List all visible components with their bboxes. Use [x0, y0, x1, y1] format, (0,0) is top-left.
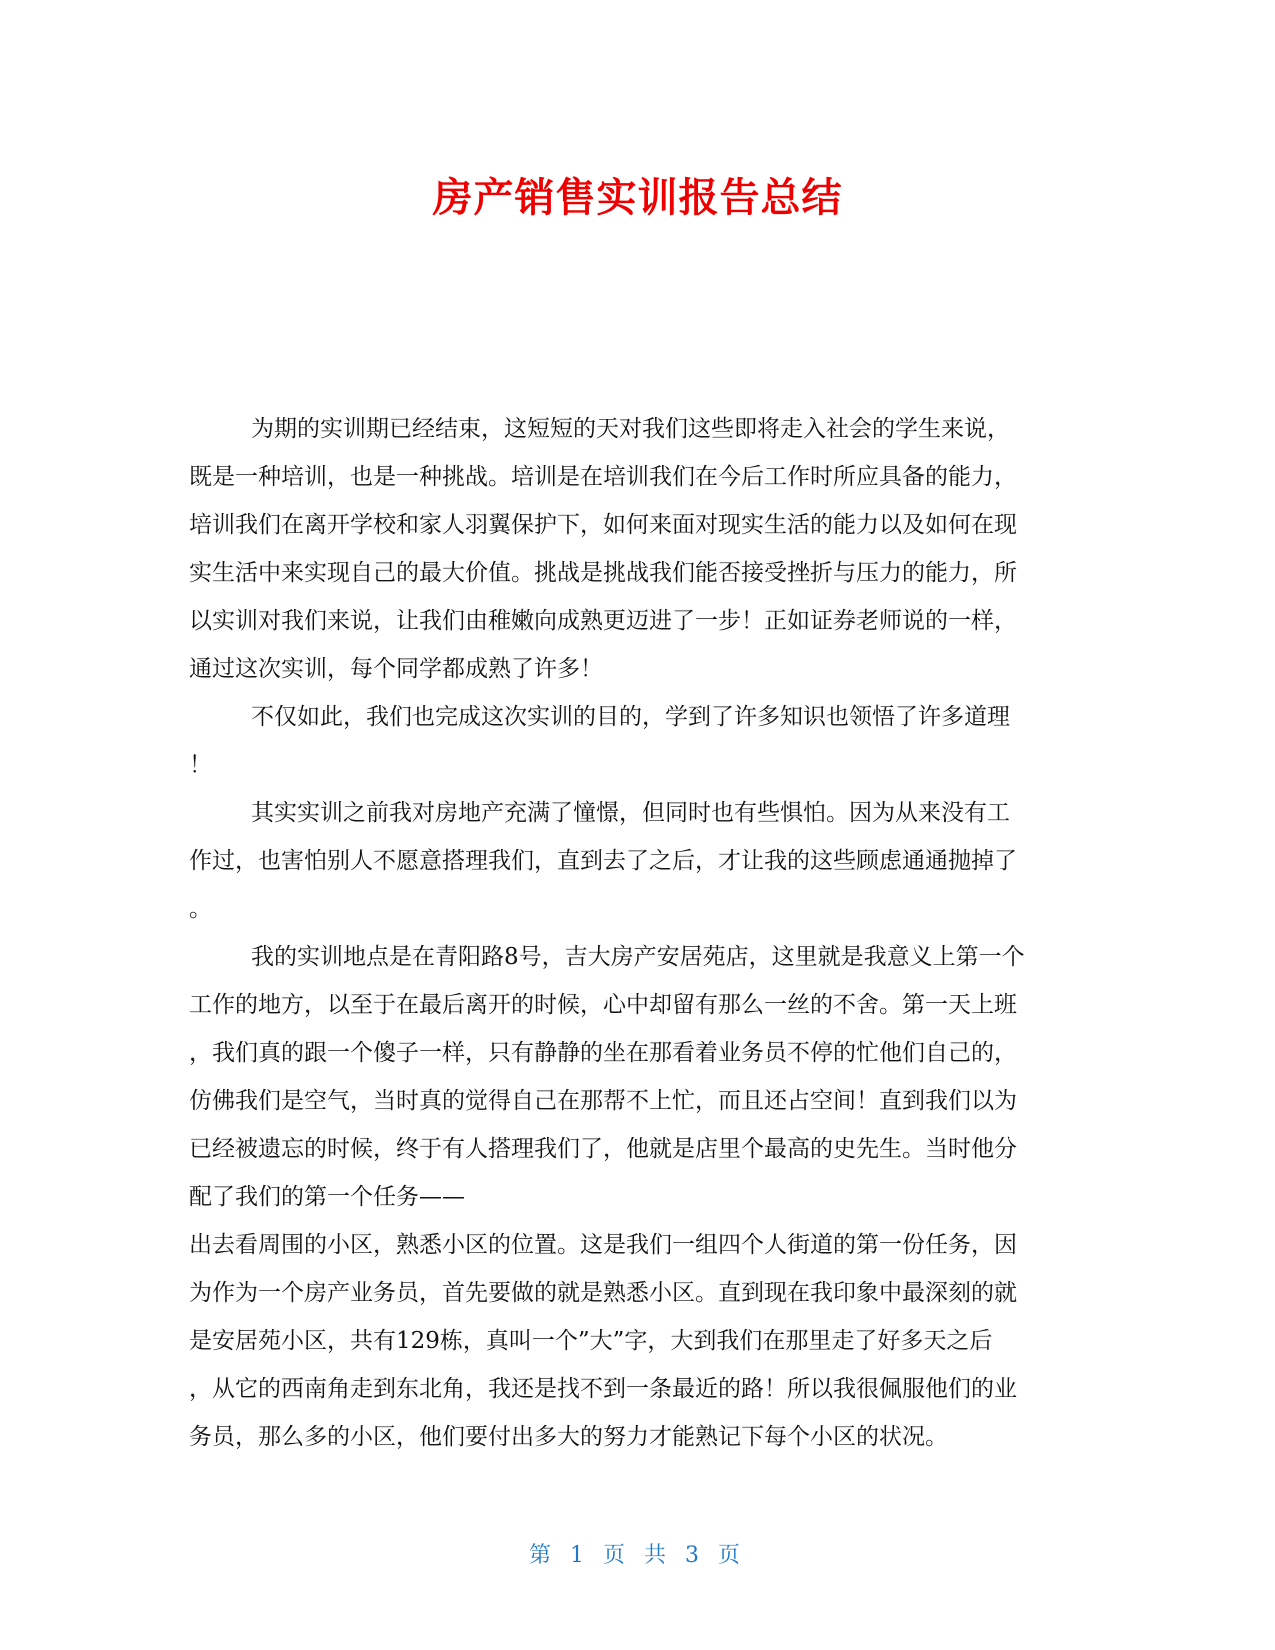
- text-line: ，我们真的跟一个傻子一样，只有静静的坐在那看着业务员不停的忙他们自己的，: [189, 1040, 1017, 1066]
- text-line: 已经被遗忘的时候，终于有人搭理我们了，他就是店里个最高的史先生。当时他分: [189, 1136, 1017, 1162]
- text-line: 其实实训之前我对房地产充满了憧憬，但同时也有些惧怕。因为从来没有工: [251, 800, 1010, 826]
- text-line: 我的实训地点是在青阳路8号，吉大房产安居苑店，这里就是我意义上第一个: [251, 944, 1025, 970]
- text-line: 为期的实训期已经结束，这短短的天对我们这些即将走入社会的学生来说，: [251, 416, 1010, 442]
- text-line: 实生活中来实现自己的最大价值。挑战是挑战我们能否接受挫折与压力的能力，所: [189, 560, 1017, 586]
- text-line: 务员，那么多的小区，他们要付出多大的努力才能熟记下每个小区的状况。: [189, 1424, 948, 1450]
- text-line: 工作的地方，以至于在最后离开的时候，心中却留有那么一丝的不舍。第一天上班: [189, 992, 1017, 1018]
- document-body: [189, 405, 1089, 1461]
- text-line: 是安居苑小区，共有129栋，真叫一个”大”字，大到我们在那里走了好多天之后: [189, 1328, 993, 1354]
- text-line: 配了我们的第一个任务——: [189, 1184, 465, 1210]
- text-line: 作过，也害怕别人不愿意搭理我们，直到去了之后，才让我的这些顾虑通通抛掉了: [189, 848, 1017, 874]
- page-title: 房产销售实训报告总结: [432, 175, 843, 221]
- text-line: 。: [189, 896, 212, 922]
- text-line: 既是一种培训，也是一种挑战。培训是在培训我们在今后工作时所应具备的能力，: [189, 464, 1017, 490]
- text-line: ！: [189, 752, 212, 778]
- text-line: 不仅如此，我们也完成这次实训的目的，学到了许多知识也领悟了许多道理: [251, 704, 1010, 730]
- text-line: 通过这次实训，每个同学都成熟了许多！: [189, 656, 603, 682]
- text-line: 出去看周围的小区，熟悉小区的位置。这是我们一组四个人街道的第一份任务，因: [189, 1232, 1017, 1258]
- text-line: ，从它的西南角走到东北角，我还是找不到一条最近的路！所以我很佩服他们的业: [189, 1376, 1017, 1402]
- page-number-footer: 第 1 页 共 3 页: [529, 1543, 746, 1568]
- text-line: 为作为一个房产业务员，首先要做的就是熟悉小区。直到现在我印象中最深刻的就: [189, 1280, 1017, 1306]
- text-line: 培训我们在离开学校和家人羽翼保护下，如何来面对现实生活的能力以及如何在现: [189, 512, 1017, 538]
- text-line: 以实训对我们来说，让我们由稚嫩向成熟更迈进了一步！正如证券老师说的一样，: [189, 608, 1017, 634]
- text-line: 仿佛我们是空气，当时真的觉得自己在那帮不上忙，而且还占空间！直到我们以为: [189, 1088, 1017, 1114]
